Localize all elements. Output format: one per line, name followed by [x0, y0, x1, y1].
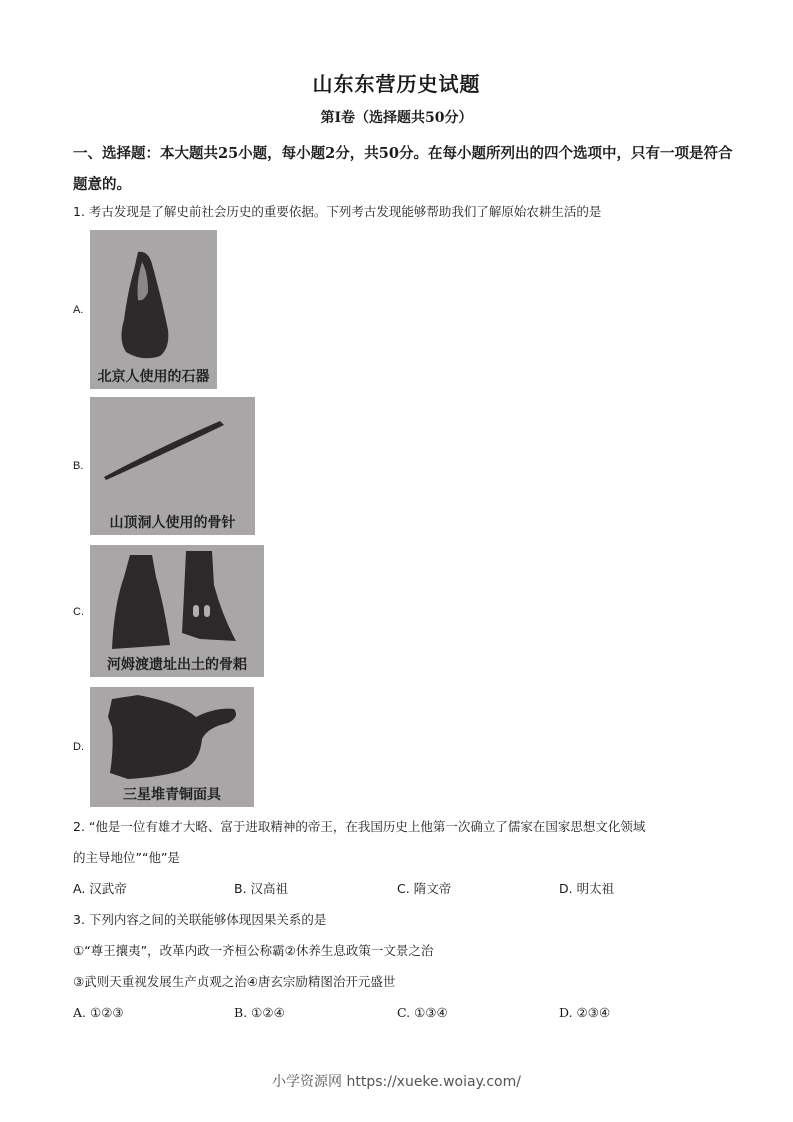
- option-a-caption: 北京人使用的石器: [97, 369, 210, 385]
- option-d-label: D.: [73, 741, 84, 753]
- option-c[interactable]: C. ①③④: [397, 1005, 448, 1020]
- option-c-caption: 河姆渡遗址出土的骨耜: [107, 657, 247, 673]
- part-subtitle: 第Ⅰ卷（选择题共50分）: [320, 110, 473, 126]
- option-b[interactable]: B. 汉高祖: [234, 881, 289, 896]
- exam-title: 山东东营历史试题: [312, 72, 481, 96]
- question-text: 下列内容之间的关联能够体现因果关系的是: [88, 912, 327, 927]
- question-number: 2.: [73, 819, 85, 834]
- option-d[interactable]: D. 明太祖: [559, 881, 615, 896]
- option-b-label: B.: [73, 460, 84, 472]
- option-b[interactable]: B. ①②④: [234, 1005, 285, 1020]
- option-d-image: [90, 687, 254, 807]
- option-a[interactable]: A. 汉武帝: [73, 881, 127, 896]
- option-c-image: [90, 545, 264, 677]
- option-a-label: A.: [73, 304, 84, 316]
- question-text: 考古发现是了解史前社会历史的重要依据。下列考古发现能够帮助我们了解原始农耕生活的是: [88, 204, 602, 219]
- option-a-image: [90, 230, 217, 389]
- option-d[interactable]: D. ②③④: [559, 1005, 611, 1020]
- option-d-caption: 三星堆青铜面具: [123, 787, 221, 803]
- question-3-items-2: ③武则天重视发展生产贞观之治④唐玄宗励精图治开元盛世: [73, 974, 396, 989]
- question-3-stem: [73, 911, 733, 929]
- section-heading: 一、选择题：本大题共25小题，每小题2分，共50分。在每小题所列出的四个选项中，只有一项是符合题意的。: [73, 145, 733, 193]
- question-number: 3.: [73, 912, 85, 927]
- option-c[interactable]: C. 隋文帝: [397, 881, 452, 896]
- option-b-image: [90, 397, 255, 535]
- question-2-stem-cont: 的主导地位”“他”是: [73, 850, 180, 865]
- option-c-label: C.: [73, 606, 84, 618]
- question-number: 1.: [73, 204, 85, 219]
- question-2-stem: [73, 818, 733, 836]
- footer-watermark: 小学资源网 https://xueke.woiay.com/: [272, 1074, 521, 1090]
- question-text: “他是一位有雄才大略、富于进取精神的帝王，在我国历史上他第一次确立了儒家在国家思想文化领域: [88, 819, 646, 834]
- question-1-stem: [73, 203, 733, 221]
- question-3-items-1: ①“尊王攘夷”，改革内政一齐桓公称霸②休养生息政策一文景之治: [73, 943, 434, 958]
- question-2-options: [73, 880, 733, 900]
- question-3-options: [73, 1004, 733, 1024]
- option-b-caption: 山顶洞人使用的骨针: [109, 515, 236, 531]
- option-a[interactable]: A. ①②③: [73, 1005, 124, 1020]
